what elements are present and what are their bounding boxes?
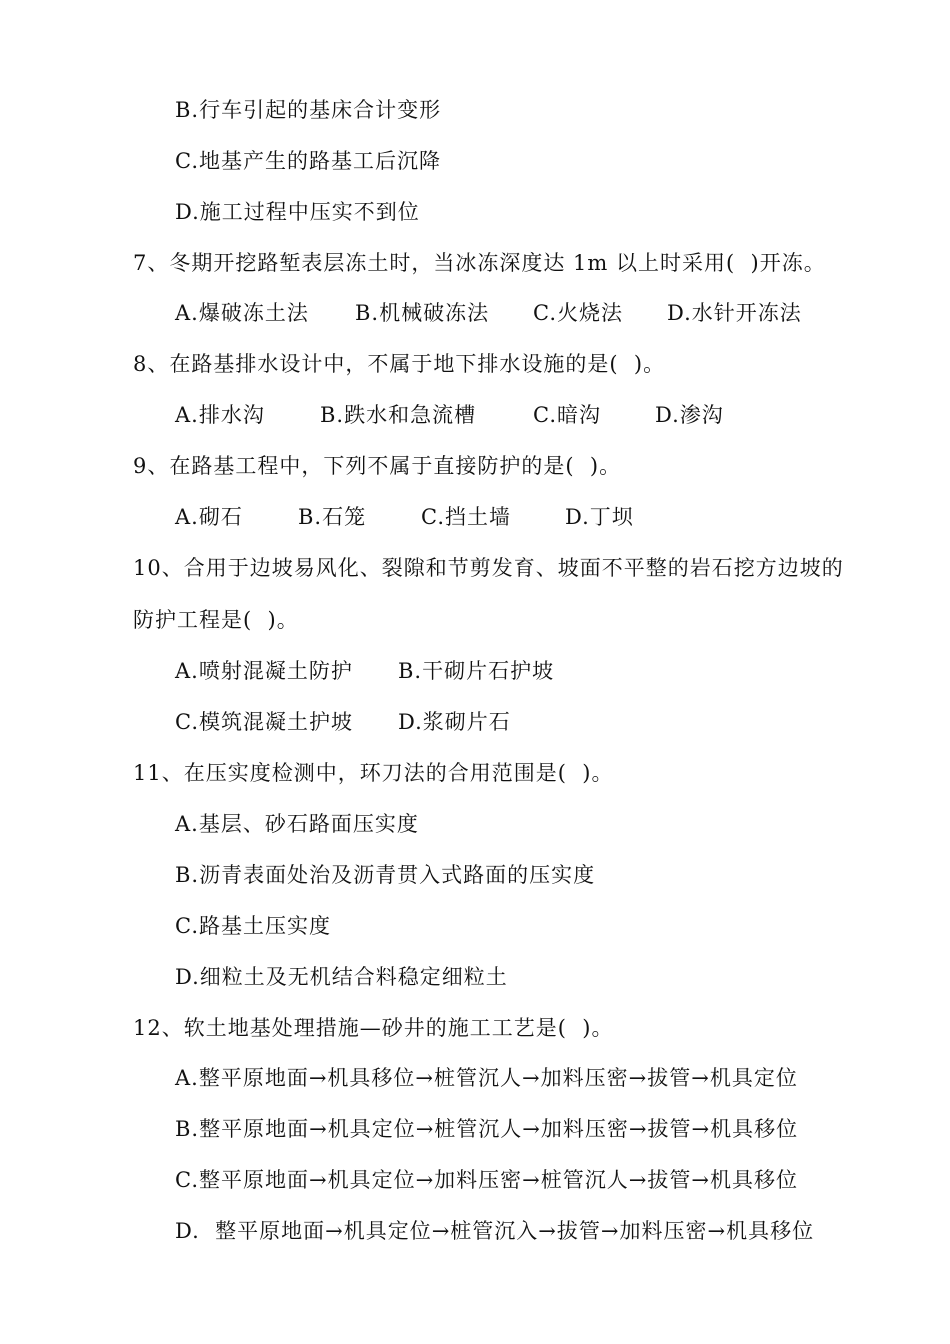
q8-stem: 8、在路基排水设计中，不属于地下排水设施的是( )。 [133,352,666,376]
q10-option-a: A.喷射混凝土防护 [175,659,353,683]
q7-option-a: A.爆破冻土法 [175,301,309,325]
q6-option-b: B.行车引起的基床合计变形 [175,98,442,122]
q6-option-d: D.施工过程中压实不到位 [175,200,420,224]
q7-option-c: C.火烧法 [533,301,623,325]
q7-stem: 7、冬期开挖路堑表层冻土时，当冰冻深度达 1m 以上时采用( )开冻。 [133,251,826,275]
q10-stem-line2: 防护工程是( )。 [133,608,299,632]
q12-option-c: C.整平原地面→机具定位→加料压密→桩管沉人→拔管→机具移位 [175,1168,798,1192]
q12-option-a: A.整平原地面→机具移位→桩管沉人→加料压密→拔管→机具定位 [175,1066,798,1090]
q8-option-d: D.渗沟 [655,403,724,427]
q11-option-c: C.路基土压实度 [175,914,331,938]
q9-stem: 9、在路基工程中，下列不属于直接防护的是( )。 [133,454,622,478]
q11-stem: 11、在压实度检测中，环刀法的合用范围是( )。 [133,761,614,785]
q10-option-d: D.浆砌片石 [398,710,511,734]
q9-option-c: C.挡土墙 [421,505,511,529]
q8-option-a: A.排水沟 [175,403,265,427]
q12-option-d: D. 整平原地面→机具定位→桩管沉入→拔管→加料压密→机具移位 [175,1219,815,1243]
q11-option-a: A.基层、砂石路面压实度 [175,812,419,836]
q11-option-d: D.细粒土及无机结合料稳定细粒土 [175,965,508,989]
q8-option-c: C.暗沟 [533,403,601,427]
q10-option-c: C.模筑混凝土护坡 [175,710,353,734]
q12-option-b: B.整平原地面→机具定位→桩管沉人→加料压密→拔管→机具移位 [175,1117,799,1141]
q6-option-c: C.地基产生的路基工后沉降 [175,149,441,173]
q10-stem-line1: 10、合用于边坡易风化、裂隙和节剪发育、坡面不平整的岩石挖方边坡的 [133,556,844,580]
q11-option-b: B.沥青表面处治及沥青贯入式路面的压实度 [175,863,596,887]
q12-stem: 12、软土地基处理措施—砂井的施工工艺是( )。 [133,1016,614,1040]
q9-option-a: A.砌石 [175,505,243,529]
q9-option-d: D.丁坝 [565,505,634,529]
q10-option-b: B.干砌片石护坡 [398,659,555,683]
q7-option-d: D.水针开冻法 [667,301,802,325]
q8-option-b: B.跌水和急流槽 [320,403,477,427]
q7-option-b: B.机械破冻法 [355,301,490,325]
q9-option-b: B.石笼 [298,505,367,529]
